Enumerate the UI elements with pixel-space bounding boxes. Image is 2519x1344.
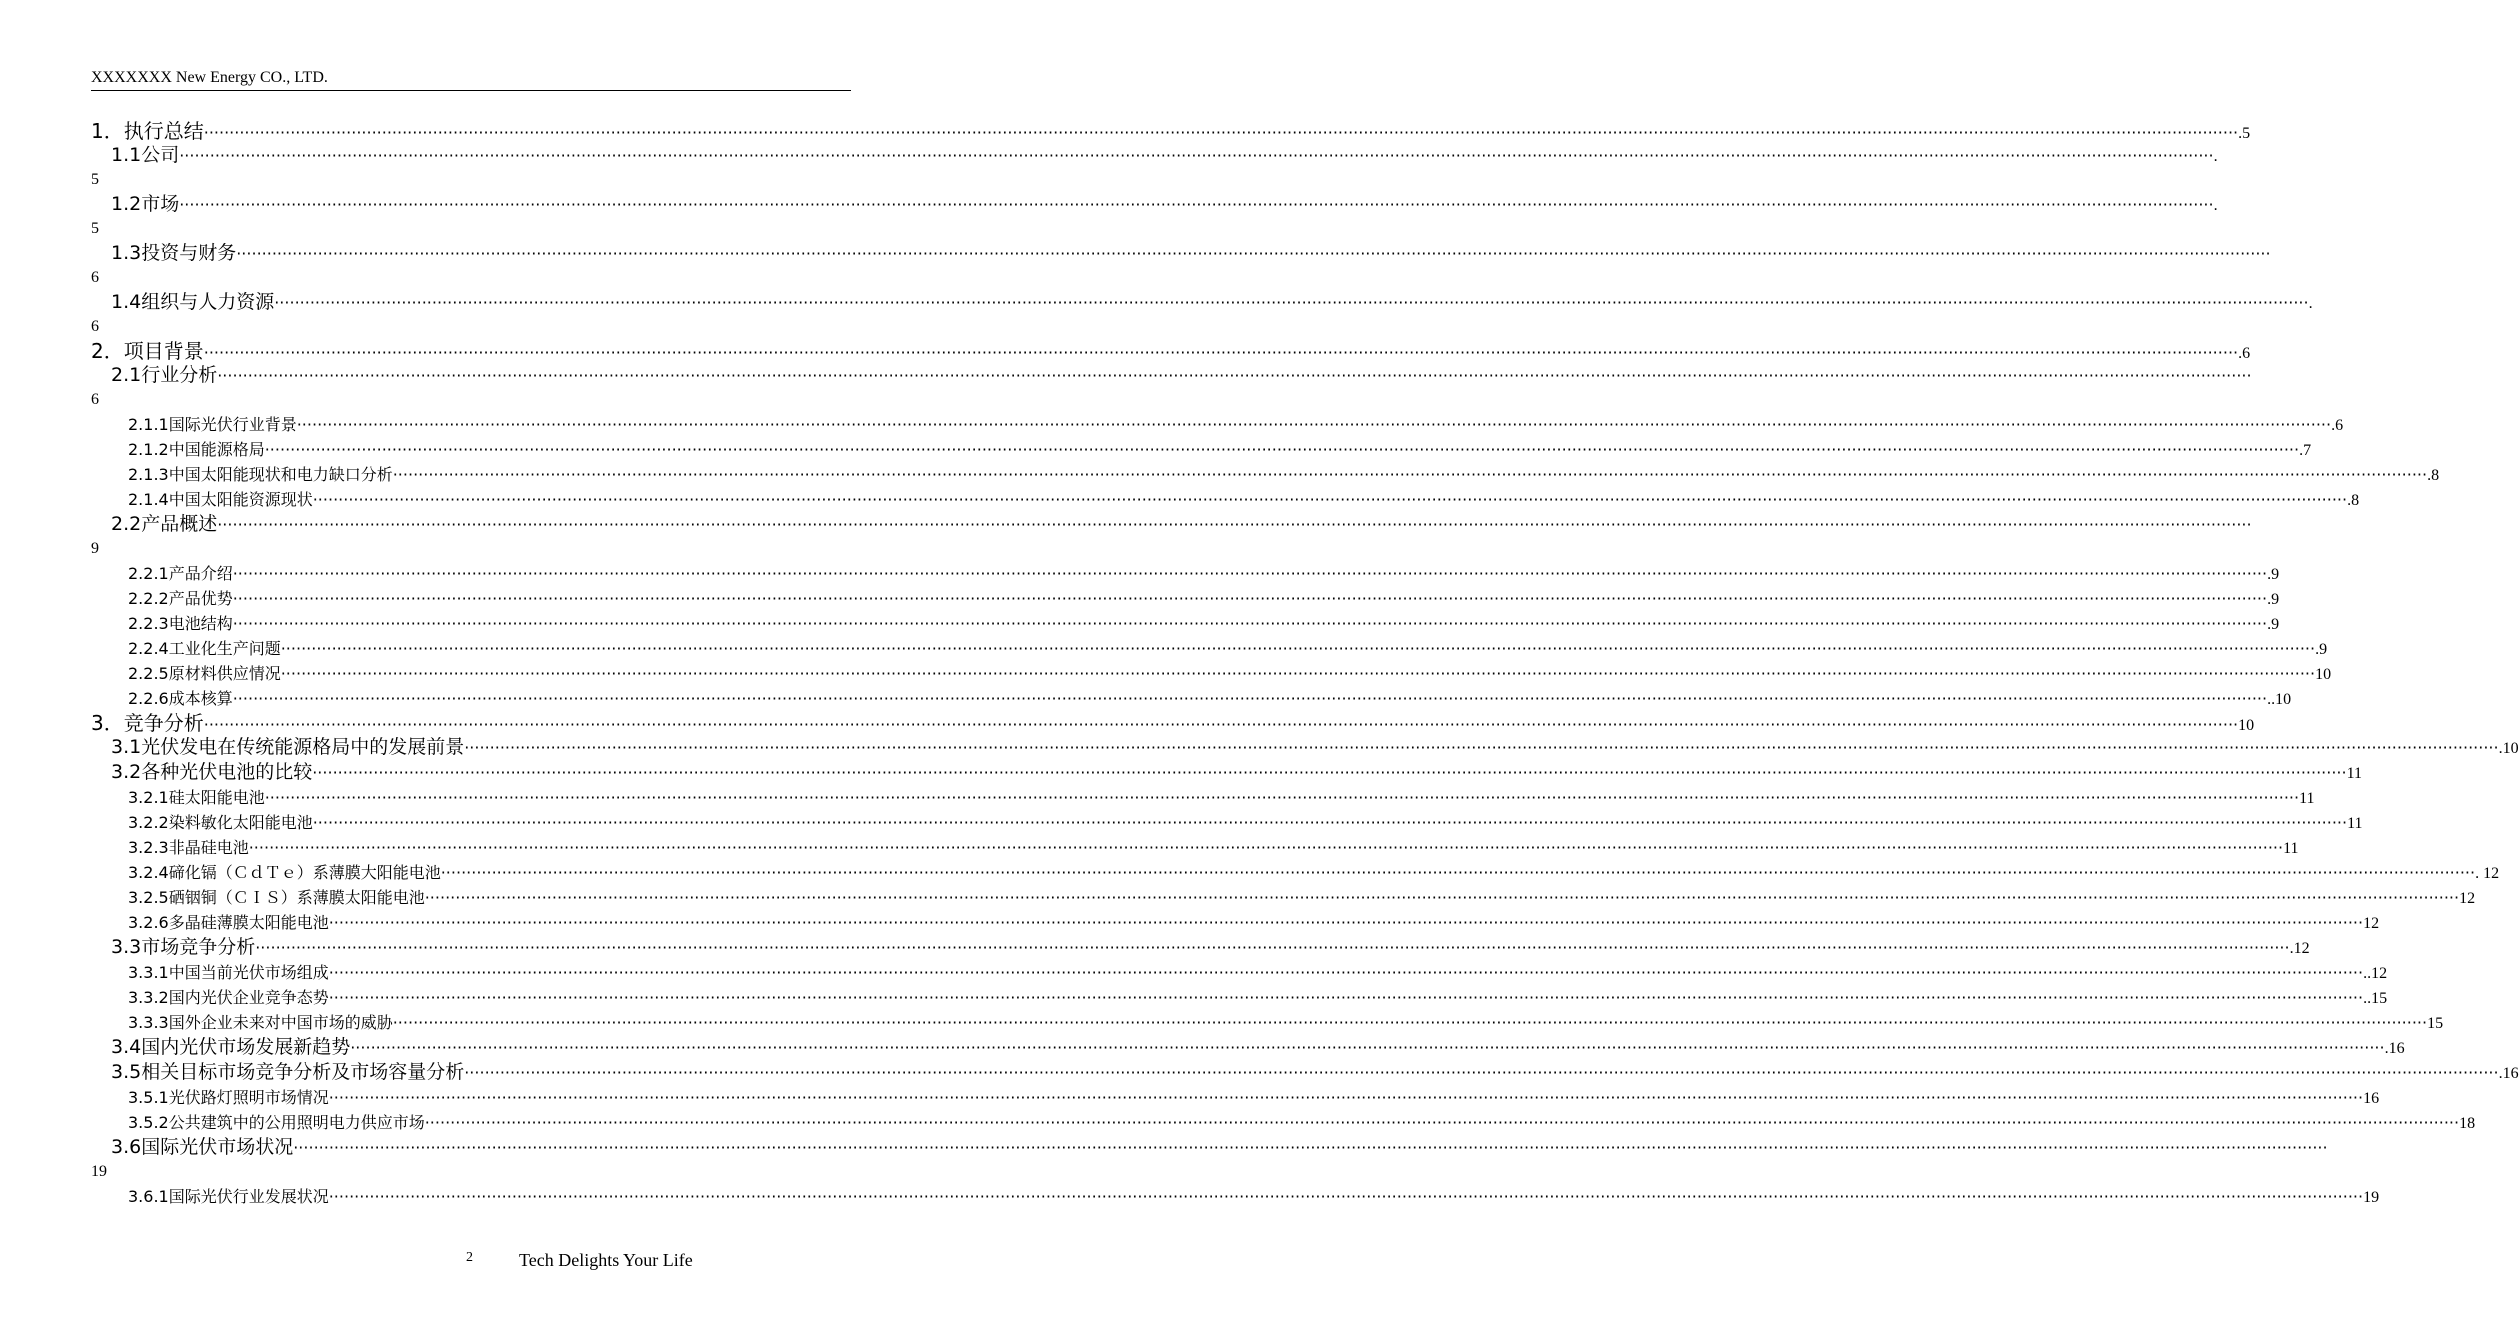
toc-dot-leader: ················································································································································································································································································································································································································ (464, 1063, 2499, 1082)
toc-dot-leader: ················································································································································································································································································································································································································ (328, 988, 2364, 1007)
toc-entry[interactable] (91, 636, 2328, 661)
toc-dot-leader: ················································································································································································································································································································································································································ (203, 343, 2239, 362)
toc-entry[interactable] (91, 935, 2310, 960)
table-of-contents (91, 119, 2519, 1209)
toc-entry[interactable] (91, 785, 2315, 810)
toc-entry[interactable] (91, 192, 2218, 241)
toc-dot-leader: ················································································································································································································································································································································································································ (217, 515, 2252, 534)
toc-entry-line (91, 711, 2255, 735)
toc-dot-leader: ················································································································································································································································································································································································································ (232, 689, 2268, 708)
toc-entry-page-wrapped: 19 (91, 1163, 107, 1180)
toc-entry-label: 3.2.6多晶硅薄膜太阳能电池 (128, 913, 329, 932)
toc-entry-page: 11 (2346, 765, 2362, 782)
toc-entry-page: .5 (2238, 125, 2251, 142)
toc-entry-page-wrapped: 6 (91, 318, 99, 335)
toc-entry[interactable] (91, 1110, 2476, 1135)
toc-dot-leader: ················································································································································································································································································································································································································ (232, 589, 2268, 608)
toc-entry-page: 12 (2459, 890, 2476, 907)
toc-entry-page: 10 (2238, 717, 2255, 734)
toc-entry-page: 11 (2283, 840, 2299, 857)
toc-dot-leader: ················································································································································································································································································································································································································ (217, 366, 2252, 385)
toc-dot-leader: ················································································································································································································································································································································································································ (232, 564, 2268, 583)
toc-entry-line (91, 143, 2218, 168)
toc-dot-leader: ················································································································································································································································································································································································································ (255, 938, 2290, 957)
toc-entry-page: 12 (2363, 915, 2380, 932)
toc-entry-label: 3.6.1国际光伏行业发展状况 (128, 1187, 329, 1206)
toc-entry-page: 19 (2363, 1189, 2380, 1206)
toc-entry-label: 2.2产品概述 (111, 513, 218, 535)
toc-entry[interactable] (91, 735, 2519, 760)
toc-entry-page: 18 (2459, 1115, 2476, 1132)
toc-dot-leader: ················································································································································································································································································································································································································ (328, 1088, 2364, 1107)
toc-entry-line (91, 192, 2218, 217)
toc-entry-page: . (2213, 197, 2218, 214)
toc-entry-page: .6 (2238, 345, 2251, 362)
toc-entry-page: ..15 (2363, 990, 2388, 1007)
toc-dot-leader: ················································································································································································································································································································································································································ (280, 664, 2316, 683)
toc-entry-line (91, 512, 2252, 537)
toc-entry[interactable] (91, 686, 2292, 711)
footer-slogan: Tech Delights Your Life (519, 1250, 693, 1270)
toc-dot-leader: ················································································································································································································································································································································································································ (248, 838, 2284, 857)
toc-dot-leader: ················································································································································································································································································································································································································ (350, 1038, 2385, 1057)
toc-entry[interactable] (91, 487, 2360, 512)
toc-dot-leader: ················································································································································································································································································································································································································ (328, 913, 2364, 932)
toc-entry-label: 3.2.3非晶硅电池 (128, 838, 249, 857)
toc-entry[interactable] (91, 661, 2332, 686)
toc-entry-page: .9 (2267, 566, 2280, 583)
toc-entry-label: 2.1.2中国能源格局 (128, 440, 265, 459)
toc-entry-label: 3.3市场竞争分析 (111, 936, 256, 958)
toc-entry-line (91, 810, 2363, 835)
toc-entry[interactable] (91, 412, 2344, 437)
toc-entry[interactable] (91, 586, 2280, 611)
toc-entry[interactable] (91, 437, 2312, 462)
toc-entry-page: ..10 (2267, 691, 2292, 708)
toc-entry-page: .16 (2384, 1040, 2405, 1057)
toc-entry-label: 3.6国际光伏市场状况 (111, 1136, 294, 1158)
toc-dot-leader: ················································································································································································································································································································································································································ (179, 195, 2214, 214)
toc-entry-line (91, 1035, 2405, 1060)
toc-dot-leader: ················································································································································································································································································································································································································ (236, 244, 2271, 263)
toc-entry-line (91, 636, 2328, 661)
toc-entry-line (91, 860, 2500, 885)
toc-entry-page: ..12 (2363, 965, 2388, 982)
toc-entry-label: 2.2.1产品介绍 (128, 564, 233, 583)
toc-entry-page: .9 (2267, 591, 2280, 608)
toc-entry-label: 1.1公司 (111, 144, 180, 166)
toc-entry[interactable] (91, 760, 2362, 785)
toc-entry-label: 3．竞争分析 (91, 711, 204, 735)
toc-dot-leader: ················································································································································································································································································································································································································ (328, 1187, 2364, 1206)
toc-entry-label: 3.5.1光伏路灯照明市场情况 (128, 1088, 329, 1107)
page-header (91, 68, 851, 91)
toc-dot-leader: ················································································································································································································································································································································································································ (264, 788, 2300, 807)
toc-entry-label: 3.5.2公共建筑中的公用照明电力供应市场 (128, 1113, 425, 1132)
toc-entry[interactable] (91, 119, 2251, 143)
toc-entry-page: 11 (2347, 815, 2363, 832)
toc-entry-line (91, 586, 2280, 611)
toc-entry[interactable] (91, 1184, 2380, 1209)
toc-entry-line (91, 760, 2362, 785)
toc-entry[interactable] (91, 339, 2251, 363)
toc-entry-line (91, 462, 2440, 487)
toc-entry[interactable] (91, 985, 2388, 1010)
toc-entry-line (91, 735, 2519, 760)
toc-dot-leader: ················································································································································································································································································································································································································ (440, 863, 2476, 882)
toc-dot-leader: ················································································································································································································································································································································································································ (424, 1113, 2460, 1132)
toc-dot-leader: ················································································································································································································································································································································································································ (312, 763, 2347, 782)
toc-entry-page: 15 (2427, 1015, 2444, 1032)
toc-entry-page-wrapped: 5 (91, 171, 99, 188)
toc-entry[interactable] (91, 561, 2280, 586)
toc-entry-label: 3.2.1硅太阳能电池 (128, 788, 265, 807)
toc-entry-line (91, 363, 2252, 388)
toc-entry-label: 2.1.3中国太阳能现状和电力缺口分析 (128, 465, 393, 484)
toc-entry[interactable] (91, 512, 2252, 561)
toc-entry-line (91, 785, 2315, 810)
toc-entry-line (91, 1085, 2380, 1110)
toc-entry-page: .7 (2299, 442, 2312, 459)
toc-entry-label: 2.1.4中国太阳能资源现状 (128, 490, 313, 509)
toc-entry-page: .6 (2331, 417, 2344, 434)
toc-entry-label: 2.2.5原材料供应情况 (128, 664, 281, 683)
toc-dot-leader: ················································································································································································································································································································································································································ (203, 123, 2239, 142)
toc-entry-label: 3.2各种光伏电池的比较 (111, 761, 313, 783)
toc-entry-label: 3.2.4碲化镉（ＣｄＴｅ）系薄膜大阳能电池 (128, 863, 441, 882)
toc-entry-label: 3.4国内光伏市场发展新趋势 (111, 1036, 351, 1058)
toc-dot-leader: ················································································································································································································································································································································································································ (264, 440, 2300, 459)
toc-entry-line (91, 935, 2310, 960)
toc-entry-label: 2.2.4工业化生产问题 (128, 639, 281, 658)
toc-entry-page: . (2308, 295, 2313, 312)
toc-entry-line (91, 1010, 2444, 1035)
toc-entry-line (91, 611, 2280, 636)
toc-entry-line (91, 119, 2251, 143)
toc-entry-line (91, 561, 2280, 586)
toc-entry-label: 2.2.6成本核算 (128, 689, 233, 708)
toc-entry-label: 3.2.2染料敏化太阳能电池 (128, 813, 313, 832)
toc-entry-line (91, 412, 2344, 437)
toc-entry-label: 3.2.5硒铟铜（ＣＩＳ）系薄膜太阳能电池 (128, 888, 425, 907)
toc-entry-page: .16 (2498, 1065, 2519, 1082)
toc-entry-page: 16 (2363, 1090, 2380, 1107)
toc-entry-line (91, 885, 2476, 910)
toc-entry-line (91, 835, 2299, 860)
toc-entry-page-wrapped: 9 (91, 540, 99, 557)
toc-entry-page: . (2213, 148, 2218, 165)
toc-entry-page: .8 (2427, 467, 2440, 484)
toc-entry[interactable] (91, 885, 2476, 910)
toc-entry[interactable] (91, 960, 2388, 985)
toc-entry[interactable] (91, 860, 2500, 885)
toc-entry-line (91, 339, 2251, 363)
toc-entry[interactable] (91, 462, 2440, 487)
toc-entry-label: 1.3投资与财务 (111, 242, 237, 264)
toc-entry-label: 2．项目背景 (91, 339, 204, 363)
toc-entry-label: 3.3.2国内光伏企业竞争态势 (128, 988, 329, 1007)
toc-entry-label: 2.1.1国际光伏行业背景 (128, 415, 297, 434)
toc-entry-page: .9 (2267, 616, 2280, 633)
toc-entry-label: 2.2.3电池结构 (128, 614, 233, 633)
toc-entry[interactable] (91, 910, 2380, 935)
toc-entry-line (91, 1110, 2476, 1135)
toc-dot-leader: ················································································································································································································································································································································································································ (464, 738, 2499, 757)
toc-entry[interactable] (91, 143, 2218, 192)
toc-entry-label: 1.2市场 (111, 193, 180, 215)
toc-entry[interactable] (91, 1135, 2328, 1184)
toc-entry[interactable] (91, 1010, 2444, 1035)
toc-dot-leader: ················································································································································································································································································································································································································ (280, 639, 2316, 658)
toc-dot-leader: ················································································································································································································································································································································································································ (328, 963, 2364, 982)
header-company-name: XXXXXXX New Energy CO., LTD. (91, 69, 328, 86)
toc-entry-line (91, 1184, 2380, 1209)
toc-entry-line (91, 910, 2380, 935)
toc-entry[interactable] (91, 835, 2299, 860)
toc-dot-leader: ················································································································································································································································································································································································································ (274, 293, 2309, 312)
toc-entry[interactable] (91, 1035, 2405, 1060)
toc-dot-leader: ················································································································································································································································································································································································································ (392, 1013, 2428, 1032)
toc-entry[interactable] (91, 1085, 2380, 1110)
toc-entry-label: 3.3.1中国当前光伏市场组成 (128, 963, 329, 982)
toc-entry-page: 11 (2299, 790, 2315, 807)
toc-dot-leader: ················································································································································································································································································································································································································ (293, 1138, 2328, 1157)
toc-entry[interactable] (91, 810, 2363, 835)
toc-entry-label: 3.5相关目标市场竞争分析及市场容量分析 (111, 1061, 465, 1083)
toc-entry-label: 1.4组织与人力资源 (111, 291, 275, 313)
toc-dot-leader: ················································································································································································································································································································································································································ (312, 813, 2348, 832)
toc-entry[interactable] (91, 290, 2313, 339)
toc-entry-label: 2.2.2产品优势 (128, 589, 233, 608)
toc-dot-leader: ················································································································································································································································································································································································································ (179, 146, 2214, 165)
toc-entry-line (91, 290, 2313, 315)
toc-entry-page: .10 (2498, 740, 2519, 757)
toc-entry-page-wrapped: 6 (91, 391, 99, 408)
footer-page-number: 2 (466, 1250, 473, 1265)
toc-entry-line (91, 1135, 2328, 1160)
toc-entry-label: 2.1行业分析 (111, 364, 218, 386)
toc-entry[interactable] (91, 611, 2280, 636)
toc-entry-line (91, 437, 2312, 462)
toc-entry[interactable] (91, 241, 2271, 290)
toc-dot-leader: ················································································································································································································································································································································································································ (312, 490, 2348, 509)
toc-entry[interactable] (91, 1060, 2519, 1085)
toc-entry-page: . 12 (2475, 865, 2500, 882)
toc-entry-label: 3.3.3国外企业未来对中国市场的威胁 (128, 1013, 393, 1032)
toc-entry-line (91, 985, 2388, 1010)
toc-dot-leader: ················································································································································································································································································································································································································ (392, 465, 2428, 484)
toc-entry-label: 1．执行总结 (91, 119, 204, 143)
toc-dot-leader: ················································································································································································································································································································································································································ (296, 415, 2332, 434)
toc-entry-line (91, 960, 2388, 985)
toc-entry-line (91, 686, 2292, 711)
toc-entry-line (91, 487, 2360, 512)
toc-entry-line (91, 241, 2271, 266)
toc-entry-page-wrapped: 6 (91, 269, 99, 286)
toc-entry-line (91, 661, 2332, 686)
toc-entry[interactable] (91, 363, 2252, 412)
toc-entry-page: 10 (2315, 666, 2332, 683)
toc-entry-page-wrapped: 5 (91, 220, 99, 237)
toc-entry[interactable] (91, 711, 2255, 735)
toc-entry-page: .8 (2347, 492, 2360, 509)
toc-dot-leader: ················································································································································································································································································································································································································ (203, 715, 2239, 734)
toc-entry-page: .9 (2315, 641, 2328, 658)
toc-entry-label: 3.1光伏发电在传统能源格局中的发展前景 (111, 736, 465, 758)
toc-entry-page: .12 (2289, 940, 2310, 957)
toc-dot-leader: ················································································································································································································································································································································································································ (232, 614, 2268, 633)
toc-dot-leader: ················································································································································································································································································································································································································ (424, 888, 2460, 907)
toc-entry-line (91, 1060, 2519, 1085)
